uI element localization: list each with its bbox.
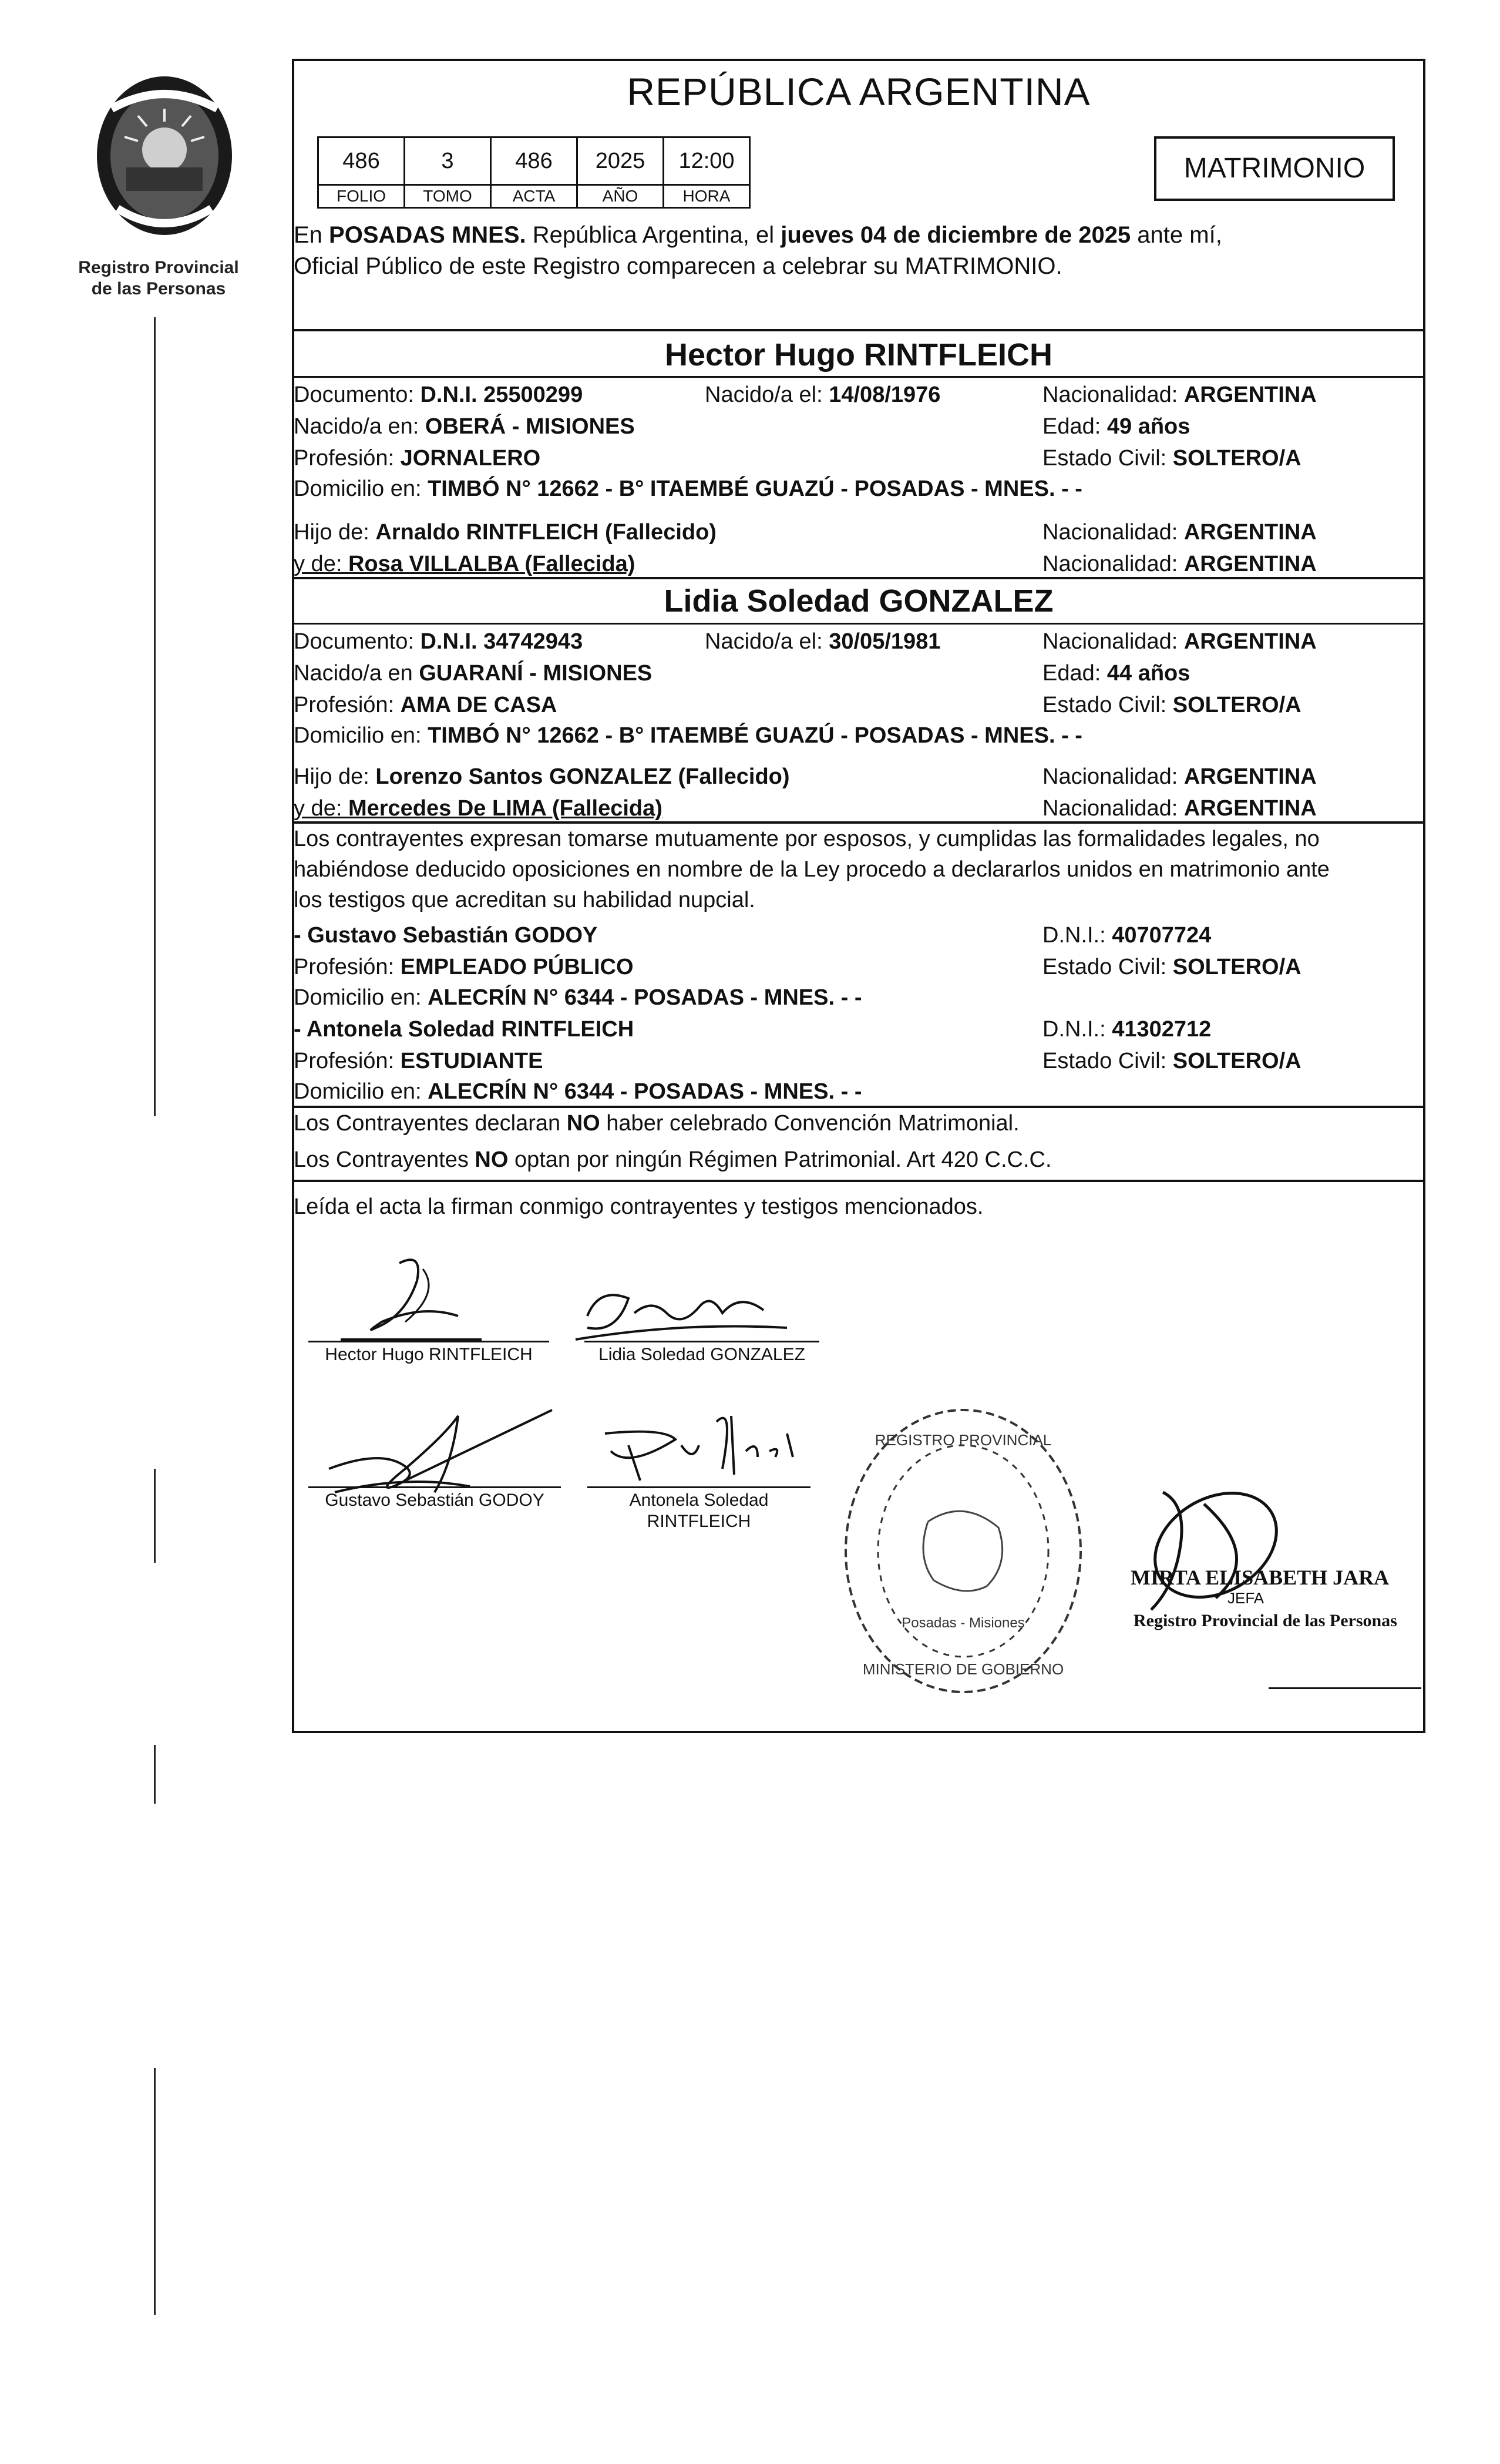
value: JORNALERO bbox=[400, 446, 541, 471]
label: y de: bbox=[294, 796, 348, 821]
declaration-line1: Los contrayentes expresan tomarse mutuamente por esposos, y cumplidas las formalidades legales, no bbox=[294, 827, 1320, 851]
signature-line bbox=[584, 1341, 819, 1342]
section-divider bbox=[292, 1180, 1425, 1182]
anio-label: AÑO bbox=[577, 185, 664, 208]
label: Estado Civil: bbox=[1042, 1049, 1173, 1073]
spouse1-birthplace bbox=[294, 412, 635, 441]
label: Nacido/a el: bbox=[705, 382, 829, 407]
spouse1-address bbox=[294, 475, 1082, 503]
label: Domicilio en: bbox=[294, 1079, 428, 1104]
value: ARGENTINA bbox=[1183, 382, 1317, 407]
value: ARGENTINA bbox=[1183, 629, 1317, 654]
signature-caption-witness1: Gustavo Sebastián GODOY bbox=[325, 1491, 544, 1510]
witness2-civil-status bbox=[1042, 1047, 1301, 1075]
value: D.N.I. 34742943 bbox=[420, 629, 583, 654]
label: Nacionalidad: bbox=[1042, 764, 1184, 789]
value: ALECRÍN N° 6344 - POSADAS - MNES. - - bbox=[428, 985, 862, 1010]
official-role: JEFA bbox=[1227, 1589, 1264, 1607]
label: Domicilio en: bbox=[294, 476, 428, 501]
tomo-label: TOMO bbox=[405, 185, 491, 208]
document-title: REPÚBLICA ARGENTINA bbox=[627, 70, 1091, 113]
spouse2-birthplace bbox=[294, 659, 652, 687]
signature-official bbox=[1116, 1469, 1304, 1633]
section-divider bbox=[292, 821, 1425, 824]
folio-value: 486 bbox=[318, 137, 405, 185]
value: D.N.I. 25500299 bbox=[420, 382, 583, 407]
witness2-name: - Antonela Soledad RINTFLEICH bbox=[294, 1017, 634, 1042]
value: Mercedes De LIMA (Fallecida) bbox=[348, 796, 662, 821]
section-divider bbox=[292, 623, 1425, 625]
closing-text: Leída el acta la firman conmigo contrayentes y testigos mencionados. bbox=[294, 1194, 984, 1219]
spouse2-address bbox=[294, 721, 1082, 750]
spouse2-birthdate bbox=[705, 627, 940, 656]
margin-dashed-line bbox=[154, 1745, 156, 1804]
value: 41302712 bbox=[1112, 1017, 1212, 1042]
witness2-address bbox=[294, 1077, 862, 1106]
witness2-profession bbox=[294, 1047, 543, 1075]
value: ARGENTINA bbox=[1183, 764, 1317, 789]
spouse1-name: Hector Hugo RINTFLEICH bbox=[665, 337, 1052, 372]
logo-caption-line1: Registro Provincial bbox=[78, 258, 239, 277]
value: SOLTERO/A bbox=[1172, 693, 1301, 717]
anio-value: 2025 bbox=[577, 137, 664, 185]
regime-line2 bbox=[294, 1146, 1052, 1174]
value: AMA DE CASA bbox=[400, 693, 557, 717]
spouse1-birthdate bbox=[705, 381, 940, 409]
label: Estado Civil: bbox=[1042, 693, 1173, 717]
act-type-box: MATRIMONIO bbox=[1154, 136, 1395, 201]
label: Documento: bbox=[294, 382, 421, 407]
spouse2-document bbox=[294, 627, 583, 656]
spouse2-name: Lidia Soledad GONZALEZ bbox=[664, 583, 1054, 619]
svg-text:Posadas - Misiones: Posadas - Misiones bbox=[902, 1615, 1025, 1631]
text: NO bbox=[566, 1111, 600, 1136]
svg-text:MINISTERIO DE GOBIERNO: MINISTERIO DE GOBIERNO bbox=[862, 1660, 1064, 1678]
registry-stamp bbox=[834, 1398, 1092, 1704]
value: ARGENTINA bbox=[1183, 520, 1317, 545]
spouse2-father-nationality bbox=[1042, 763, 1317, 791]
label: Profesión: bbox=[294, 693, 401, 717]
section-divider bbox=[292, 329, 1425, 331]
value: Arnaldo RINTFLEICH (Fallecido) bbox=[375, 520, 717, 545]
text: Los Contrayentes bbox=[294, 1147, 475, 1172]
label: Nacido/a en bbox=[294, 661, 419, 686]
official-office: Registro Provincial de las Personas bbox=[1134, 1611, 1397, 1630]
margin-dashed-line bbox=[154, 317, 156, 1116]
hora-value: 12:00 bbox=[664, 137, 750, 185]
spouse2-father bbox=[294, 763, 790, 791]
value: 49 años bbox=[1106, 414, 1190, 439]
value: 44 años bbox=[1106, 661, 1190, 686]
label: Nacido/a el: bbox=[705, 629, 829, 654]
text: optan por ningún Régimen Patrimonial. Art 420 C.C.C. bbox=[508, 1147, 1052, 1172]
label: Domicilio en: bbox=[294, 985, 428, 1010]
value: EMPLEADO PÚBLICO bbox=[400, 955, 634, 979]
spouse2-profession bbox=[294, 691, 557, 719]
intro-text: En bbox=[294, 222, 329, 248]
value: Lorenzo Santos GONZALEZ (Fallecido) bbox=[375, 764, 790, 789]
spouse1-age bbox=[1042, 412, 1190, 441]
value: ARGENTINA bbox=[1183, 796, 1317, 821]
spouse1-father bbox=[294, 518, 717, 546]
label: Hijo de: bbox=[294, 764, 376, 789]
official-signature-line bbox=[1269, 1687, 1421, 1689]
intro-text: República Argentina, el bbox=[526, 222, 781, 248]
witness1-name: - Gustavo Sebastián GODOY bbox=[294, 923, 598, 948]
official-name: MIRTA ELISABETH JARA bbox=[1131, 1566, 1390, 1589]
spouse1-document bbox=[294, 381, 583, 409]
margin-dashed-line bbox=[154, 1469, 156, 1563]
signature-caption-witness2 bbox=[587, 1490, 810, 1532]
label: Nacionalidad: bbox=[1042, 629, 1184, 654]
spouse1-nationality bbox=[1042, 381, 1317, 409]
value: TIMBÓ N° 12662 - B° ITAEMBÉ GUAZÚ - POSADAS - MNES. - - bbox=[428, 723, 1082, 748]
section-divider bbox=[292, 577, 1425, 579]
spouse1-mother-nationality bbox=[1042, 550, 1317, 578]
signature-caption-witness2-line1: Antonela Soledad bbox=[629, 1491, 769, 1510]
witness1-profession bbox=[294, 953, 634, 981]
value: OBERÁ - MISIONES bbox=[425, 414, 635, 439]
text: Los Contrayentes declaran bbox=[294, 1111, 567, 1136]
regime-line1 bbox=[294, 1109, 1020, 1137]
spouse1-civil-status bbox=[1042, 444, 1301, 472]
witness1-civil-status bbox=[1042, 953, 1301, 981]
value: ESTUDIANTE bbox=[400, 1049, 543, 1073]
label: Profesión: bbox=[294, 955, 401, 979]
spouse1-profession bbox=[294, 444, 540, 472]
spouse1-father-nationality bbox=[1042, 518, 1317, 546]
intro-city: POSADAS MNES. bbox=[329, 222, 526, 248]
reference-table bbox=[317, 136, 751, 209]
signature-caption-witness2-line2: RINTFLEICH bbox=[647, 1512, 751, 1531]
value: 40707724 bbox=[1112, 923, 1212, 948]
label: Domicilio en: bbox=[294, 723, 428, 748]
signature-line bbox=[308, 1341, 549, 1342]
spouse2-mother bbox=[294, 794, 662, 823]
signature-caption-spouse2: Lidia Soledad GONZALEZ bbox=[598, 1345, 805, 1364]
value: Rosa VILLALBA (Fallecida) bbox=[348, 552, 635, 576]
spouse1-mother bbox=[294, 550, 635, 578]
spouse2-civil-status bbox=[1042, 691, 1301, 719]
hora-label: HORA bbox=[664, 185, 750, 208]
value: ARGENTINA bbox=[1183, 552, 1317, 576]
margin-dashed-line bbox=[154, 2068, 156, 2315]
spouse2-age bbox=[1042, 659, 1190, 687]
value: ALECRÍN N° 6344 - POSADAS - MNES. - - bbox=[428, 1079, 862, 1104]
signature-caption-spouse1: Hector Hugo RINTFLEICH bbox=[325, 1345, 533, 1364]
logo-caption bbox=[53, 257, 264, 300]
intro-text: ante mí, bbox=[1131, 222, 1222, 248]
label: Nacido/a en: bbox=[294, 414, 425, 439]
label: D.N.I.: bbox=[1042, 923, 1112, 948]
declaration-line3: los testigos que acreditan su habilidad nupcial. bbox=[294, 888, 755, 912]
witness1-address bbox=[294, 983, 862, 1012]
label: Profesión: bbox=[294, 1049, 401, 1073]
intro-date: jueves 04 de diciembre de 2025 bbox=[781, 222, 1131, 248]
section-divider bbox=[292, 1106, 1425, 1108]
signature-line bbox=[308, 1486, 561, 1488]
label: Edad: bbox=[1042, 414, 1107, 439]
signature-line bbox=[587, 1486, 810, 1488]
spouse2-mother-nationality bbox=[1042, 794, 1317, 823]
text: NO bbox=[475, 1147, 509, 1172]
witness1-dni bbox=[1042, 921, 1211, 949]
province-seal-logo bbox=[76, 68, 253, 261]
label: D.N.I.: bbox=[1042, 1017, 1112, 1042]
value: SOLTERO/A bbox=[1172, 446, 1301, 471]
value: 30/05/1981 bbox=[829, 629, 941, 654]
text: haber celebrado Convención Matrimonial. bbox=[600, 1111, 1020, 1136]
signature-witness2 bbox=[593, 1404, 816, 1486]
label: Nacionalidad: bbox=[1042, 796, 1184, 821]
intro-line2: Oficial Público de este Registro comparecen a celebrar su MATRIMONIO. bbox=[294, 253, 1062, 279]
logo-caption-line2: de las Personas bbox=[91, 279, 226, 298]
label: y de: bbox=[294, 552, 348, 576]
label: Estado Civil: bbox=[1042, 955, 1173, 979]
folio-label: FOLIO bbox=[318, 185, 405, 208]
declaration-line2: habiéndose deducido oposiciones en nombre de la Ley procedo a declararlos unidos en matrimonio ante bbox=[294, 857, 1330, 882]
intro-line1 bbox=[294, 220, 1222, 250]
section-divider bbox=[292, 376, 1425, 378]
label: Profesión: bbox=[294, 446, 401, 471]
label: Hijo de: bbox=[294, 520, 376, 545]
value: SOLTERO/A bbox=[1172, 1049, 1301, 1073]
label: Nacionalidad: bbox=[1042, 382, 1184, 407]
value: 14/08/1976 bbox=[829, 382, 941, 407]
value: SOLTERO/A bbox=[1172, 955, 1301, 979]
label: Edad: bbox=[1042, 661, 1107, 686]
tomo-value: 3 bbox=[405, 137, 491, 185]
label: Documento: bbox=[294, 629, 421, 654]
acta-label: ACTA bbox=[491, 185, 577, 208]
witness2-dni bbox=[1042, 1015, 1211, 1043]
value: GUARANÍ - MISIONES bbox=[419, 661, 653, 686]
spouse2-nationality bbox=[1042, 627, 1317, 656]
value: TIMBÓ N° 12662 - B° ITAEMBÉ GUAZÚ - POSADAS - MNES. - - bbox=[428, 476, 1082, 501]
label: Estado Civil: bbox=[1042, 446, 1173, 471]
svg-text:REGISTRO PROVINCIAL: REGISTRO PROVINCIAL bbox=[875, 1431, 1052, 1449]
label: Nacionalidad: bbox=[1042, 552, 1184, 576]
acta-value: 486 bbox=[491, 137, 577, 185]
label: Nacionalidad: bbox=[1042, 520, 1184, 545]
